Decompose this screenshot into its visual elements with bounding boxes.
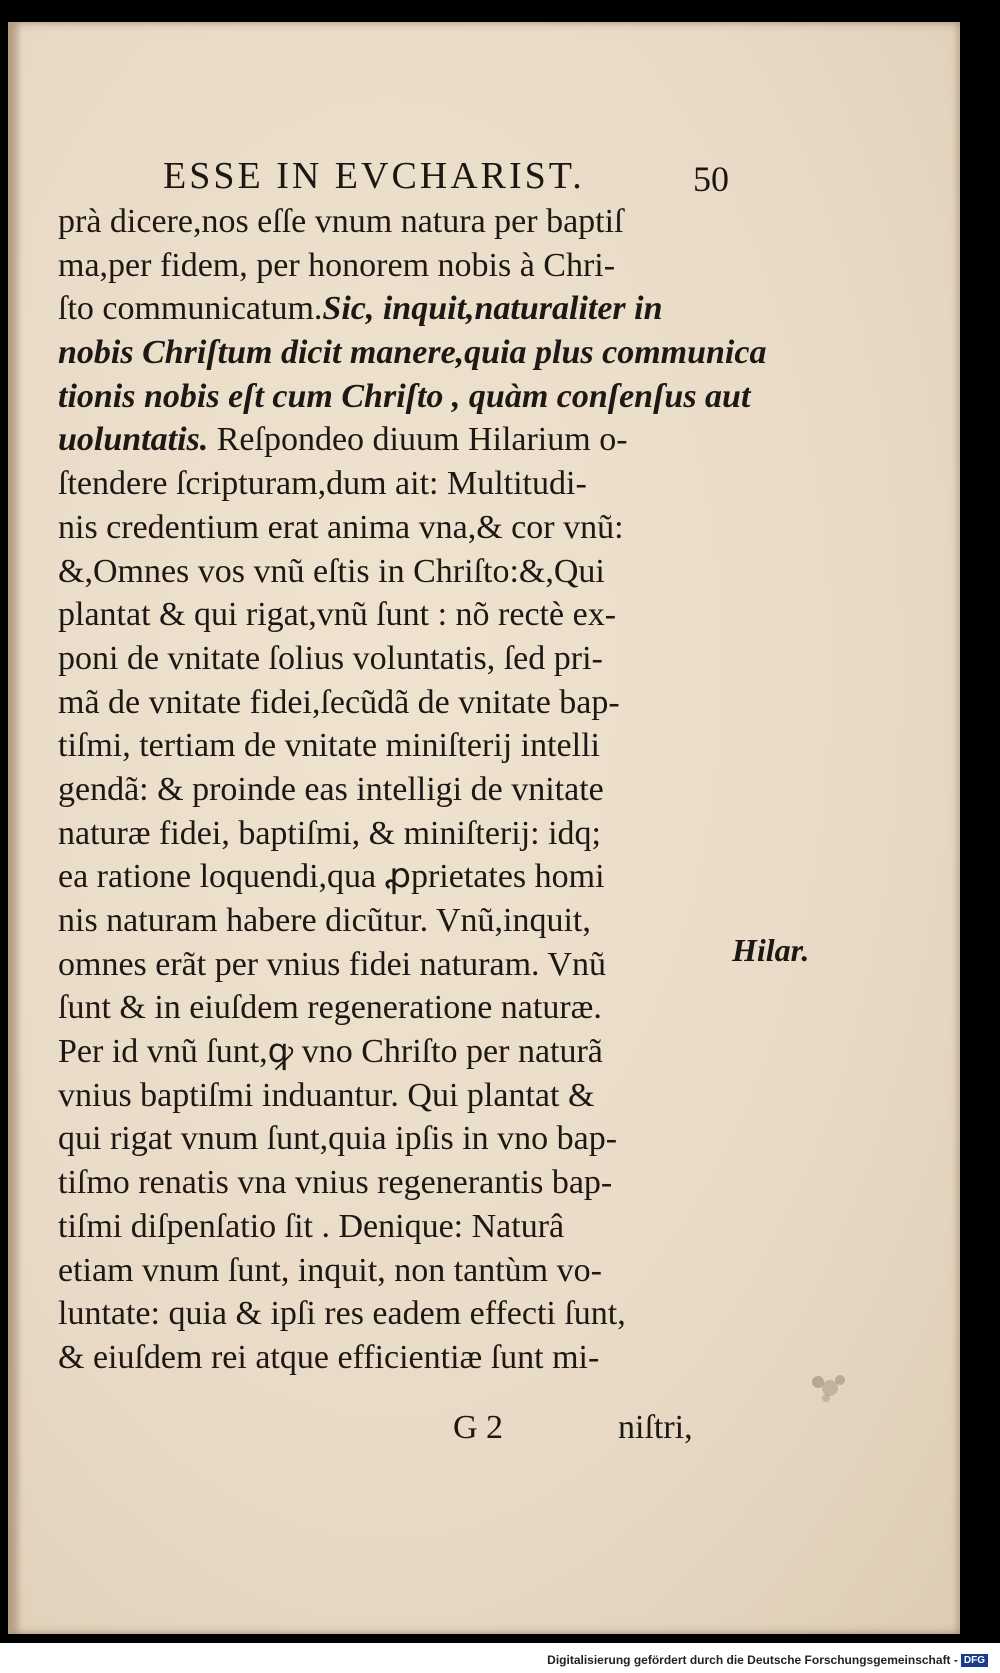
italic-run: tionis nobis eſt cum Chriſto , quàm conſenſus aut	[58, 377, 751, 415]
text-line	[58, 287, 758, 331]
text-line	[58, 899, 758, 943]
text-line	[58, 1336, 758, 1380]
roman-run: Per id vnũ ſunt,ꝙ vno Chriſto per naturã	[58, 1033, 603, 1071]
page-gutter-shadow	[8, 22, 22, 1634]
text-line	[58, 418, 758, 462]
roman-run: nis credentium erat anima vna,& cor vnũ:	[58, 508, 624, 546]
signature-line	[453, 1409, 753, 1455]
dfg-credit	[547, 1653, 988, 1667]
text-line	[58, 681, 758, 725]
page-number: 50	[693, 159, 729, 199]
text-line	[58, 1249, 758, 1293]
text-line	[58, 768, 758, 812]
signature-mark: G 2	[453, 1409, 504, 1446]
text-line	[58, 331, 767, 375]
roman-run: poni de vnitate ſolius voluntatis, ſed pri-	[58, 639, 603, 677]
text-line	[58, 593, 758, 637]
roman-run: ea ratione loquendi,qua ꝓprietates homi	[58, 858, 605, 896]
text-line	[58, 943, 758, 987]
text-line	[58, 550, 758, 594]
running-head: ESSE IN EVCHARIST.	[163, 155, 585, 197]
roman-run: tiſmi, tertiam de vnitate miniſterij intelli	[58, 727, 600, 765]
text-line	[58, 1161, 758, 1205]
text-line	[58, 637, 758, 681]
text-line	[58, 1117, 758, 1161]
text-line	[58, 1205, 758, 1249]
roman-run: luntate: quia & ipſi res eadem effecti ſunt,	[58, 1295, 626, 1333]
catchword: niſtri,	[618, 1409, 693, 1446]
text-line	[58, 724, 758, 768]
text-line	[58, 462, 758, 506]
ink-stain	[798, 1362, 858, 1412]
text-line	[58, 812, 758, 856]
text-line	[58, 375, 758, 419]
italic-run: nobis Chriſtum dicit manere,quia plus communica	[58, 334, 767, 372]
roman-run: gendã: & proinde eas intelligi de vnitate	[58, 770, 604, 808]
roman-run: ſtendere ſcripturam,dum ait: Multitudi-	[58, 465, 587, 503]
text-line	[58, 986, 758, 1030]
roman-run: prà dicere,nos eſſe vnum natura per baptiſ	[58, 203, 624, 240]
roman-run: mã de vnitate fidei,ſecũdã de vnitate bap-	[58, 683, 620, 721]
roman-run: etiam vnum ſunt, inquit, non tantùm vo-	[58, 1251, 602, 1289]
text-line	[58, 244, 758, 288]
roman-run: &,Omnes vos vnũ eſtis in Chriſto:&,Qui	[58, 552, 605, 590]
roman-run: omnes erãt per vnius fidei naturam. Vnũ	[58, 945, 606, 983]
marginal-note: Hilar.	[732, 932, 810, 968]
roman-run: & eiuſdem rei atque efficientiæ ſunt mi-	[58, 1338, 600, 1376]
credit-bar	[0, 1643, 1000, 1673]
body-text	[58, 200, 767, 1380]
text-line	[58, 855, 758, 899]
roman-run: tiſmo renatis vna vnius regenerantis bap-	[58, 1164, 613, 1202]
roman-run: ſto communicatum.	[58, 290, 323, 328]
text-line	[58, 1030, 758, 1074]
roman-run: qui rigat vnum ſunt,quia ipſis in vno bap-	[58, 1120, 618, 1158]
text-line	[58, 506, 758, 550]
roman-run: Reſpondeo diuum Hilarium o-	[208, 421, 628, 459]
roman-run: vnius baptiſmi induantur. Qui plantat &	[58, 1076, 595, 1114]
italic-run: Sic, inquit,naturaliter in	[322, 290, 663, 328]
roman-run: tiſmi diſpenſatio ſit . Denique: Naturâ	[58, 1207, 565, 1245]
dfg-logo: DFG	[961, 1654, 988, 1667]
book-page	[8, 22, 960, 1634]
roman-run: ſunt & in eiuſdem regeneratione naturæ.	[58, 989, 602, 1027]
page-header	[153, 150, 753, 200]
credit-text: Digitalisierung gefördert durch die Deutsche Forschungsgemeinschaft -	[547, 1652, 958, 1667]
italic-run: uoluntatis.	[58, 421, 209, 459]
text-line	[58, 1292, 758, 1336]
text-line	[58, 200, 758, 244]
roman-run: ma,per fidem, per honorem nobis à Chri-	[58, 246, 616, 284]
roman-run: nis naturam habere dicũtur. Vnũ,inquit,	[58, 902, 591, 939]
roman-run: plantat & qui rigat,vnũ ſunt : nõ rectè ex-	[58, 596, 617, 634]
text-line	[58, 1074, 758, 1118]
roman-run: naturæ fidei, baptiſmi, & miniſterij: idq;	[58, 814, 601, 852]
